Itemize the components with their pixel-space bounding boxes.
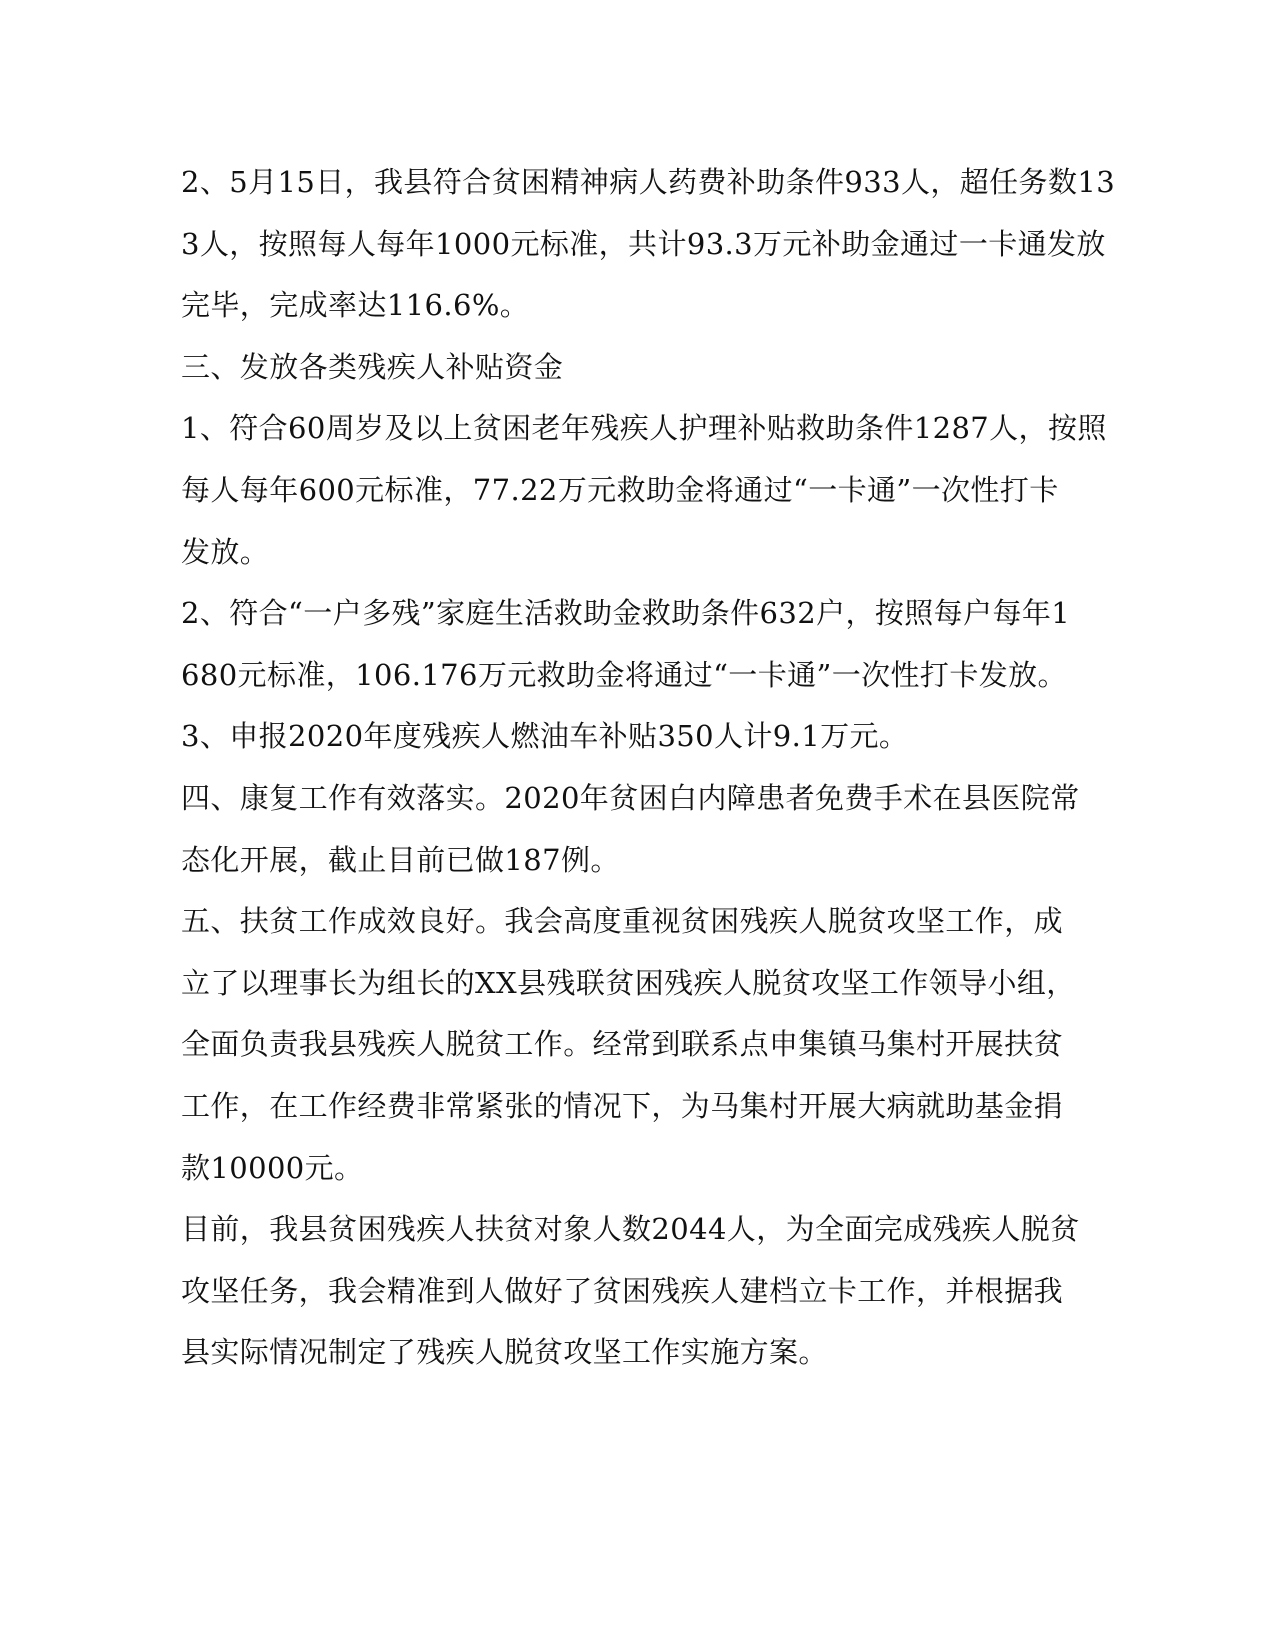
text-line-7: 发放。 <box>181 534 270 569</box>
text-line-18: 目前，我县贫困残疾人扶贫对象人数2044人，为全面完成残疾人脱贫 <box>181 1212 1080 1247</box>
text-line-10: 3、申报2020年度残疾人燃油车补贴350人计9.1万元。 <box>181 719 909 754</box>
section-heading-rehab: 四、康复工作有效落实。2020年贫困白内障患者免费手术在县医院常 <box>181 780 1080 815</box>
text-line-15: 全面负责我县残疾人脱贫工作。经常到联系点申集镇马集村开展扶贫 <box>181 1027 1064 1062</box>
text-line-14: 立了以理事长为组长的XX县残联贫困残疾人脱贫攻坚工作领导小组， <box>181 965 1076 1000</box>
text-line-20: 县实际情况制定了残疾人脱贫攻坚工作实施方案。 <box>181 1335 828 1370</box>
text-line-6: 每人每年600元标准，77.22万元救助金将通过“一卡通”一次性打卡 <box>181 472 1059 507</box>
text-line-19: 攻坚任务，我会精准到人做好了贫困残疾人建档立卡工作，并根据我 <box>181 1273 1064 1308</box>
text-line-3: 完毕，完成率达116.6%。 <box>181 288 530 323</box>
text-line-9: 680元标准，106.176万元救助金将通过“一卡通”一次性打卡发放。 <box>181 657 1067 692</box>
text-line-2: 3人，按照每人每年1000元标准，共计93.3万元补助金通过一卡通发放 <box>181 226 1106 261</box>
document-body <box>181 152 1116 1384</box>
text-line-5: 1、符合60周岁及以上贫困老年残疾人护理补贴救助条件1287人，按照 <box>181 411 1107 446</box>
section-heading-poverty: 五、扶贫工作成效良好。我会高度重视贫困残疾人脱贫攻坚工作，成 <box>181 904 1064 939</box>
text-line-1: 2、5月15日，我县符合贫困精神病人药费补助条件933人，超任务数13 <box>181 165 1116 199</box>
section-heading-subsidy: 三、发放各类残疾人补贴资金 <box>181 349 564 384</box>
text-line-8: 2、符合“一户多残”家庭生活救助金救助条件632户，按照每户每年1 <box>181 596 1071 631</box>
text-line-12: 态化开展，截止目前已做187例。 <box>181 842 620 877</box>
text-line-17: 款10000元。 <box>181 1150 364 1185</box>
text-line-16: 工作，在工作经费非常紧张的情况下，为马集村开展大病就助基金捐 <box>181 1088 1064 1123</box>
